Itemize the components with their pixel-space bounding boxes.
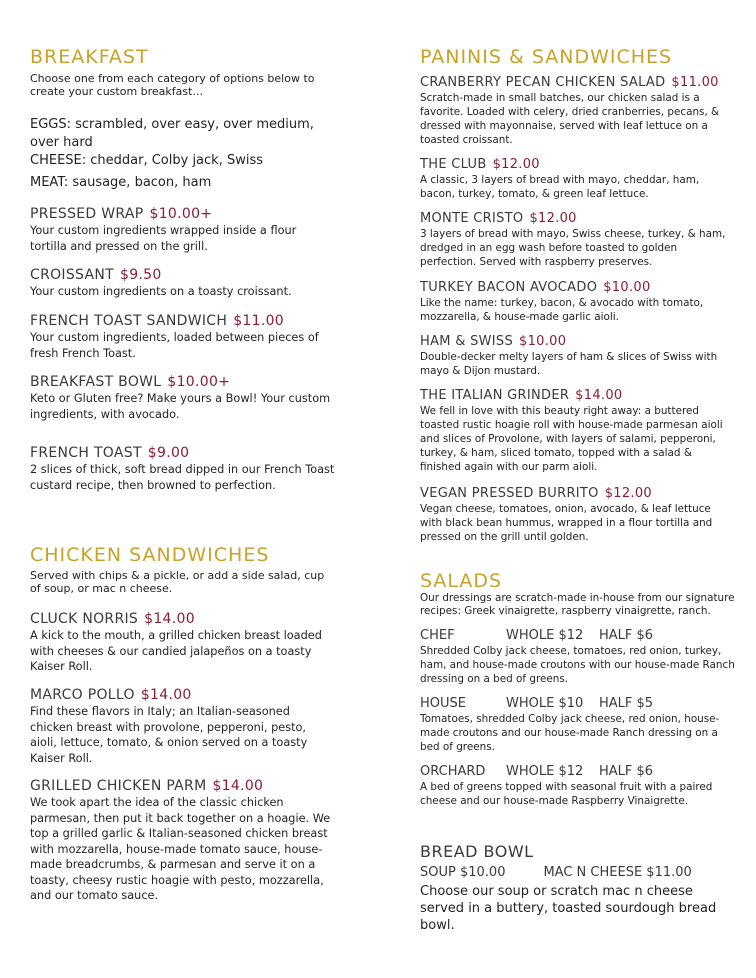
item-name: BREAKFAST BOWL: [30, 374, 162, 390]
item-description: Your custom ingredients wrapped inside a flour tortilla and pressed on the grill.: [30, 224, 297, 253]
item-price: $11.00: [671, 75, 719, 90]
item-name: PRESSED WRAP: [30, 206, 144, 222]
salad-chef: [420, 628, 735, 686]
item-description: We fell in love with this beauty right away: a buttered toasted rustic hoagie roll with house-made parmesan aioli and slices of Provolone, with layers of salami, pepperoni, turkey, & ham, sliced tomato, topped with a salad & finished again with our parm aioli.: [420, 405, 723, 473]
item-name: MONTE CRISTO: [420, 211, 524, 226]
salad-description: Tomatoes, shredded Colby jack cheese, red onion, house-made croutons and our house-made Ranch dressing on a bed of greens.: [420, 713, 720, 753]
item-price: $11.00: [233, 313, 284, 329]
salad-whole-price: WHOLE $12: [506, 628, 584, 643]
bread-bowl-heading: BREAD BOWL: [420, 842, 534, 861]
item-description: A classic, 3 layers of bread with mayo, cheddar, ham, bacon, turkey, tomato, & green leaf lettuce.: [420, 174, 700, 200]
menu-item-breakfast-bowl: [30, 374, 335, 422]
salad-half-price: HALF $5: [599, 696, 654, 711]
item-price: $12.00: [529, 211, 577, 226]
menu-item-monte-cristo: [420, 211, 735, 269]
salad-half-price: HALF $6: [599, 628, 654, 643]
item-price: $14.00: [140, 687, 192, 703]
item-price: $10.00: [603, 280, 651, 295]
item-name: TURKEY BACON AVOCADO: [420, 280, 598, 295]
item-description: Like the name: turkey, bacon, & avocado with tomato, mozzarella, & house-made garlic aioli.: [420, 297, 704, 323]
salads-intro: Our dressings are scratch-made in-house from our signature recipes: Greek vinaigrette, raspberry vinaigrette, ranch.: [420, 592, 735, 617]
item-name: FRENCH TOAST: [30, 445, 142, 461]
menu-item-cranberry-pecan-chicken-salad: [420, 75, 735, 147]
item-price: $10.00+: [149, 206, 213, 222]
item-description: Vegan cheese, tomatoes, onion, avocado, & leaf lettuce with black bean hummus, wrapped in a flour tortilla and pressed on the grill until golden.: [420, 503, 713, 543]
item-price: $14.00: [212, 778, 264, 794]
breakfast-intro: Choose one from each category of options below to create your custom breakfast...: [30, 72, 315, 98]
option-meat: MEAT: sausage, bacon, ham: [30, 175, 212, 190]
chicken-heading: CHICKEN SANDWICHES: [30, 544, 270, 566]
item-description: We took apart the idea of the classic chicken parmesan, then put it back together on a hoagie. We top a grilled garlic & Italian-seasoned chicken breast with mozzarella, house-made tomato sauce, house-made breadcrumbs, & parmesan and serve it on a toasty, cheesy rustic hoagie with pesto, mozzarella, and our tomato sauce.: [30, 796, 331, 902]
item-name: GRILLED CHICKEN PARM: [30, 778, 207, 794]
menu-item-croissant: [30, 267, 335, 300]
item-name: CROISSANT: [30, 267, 114, 283]
item-description: Your custom ingredients, loaded between pieces of fresh French Toast.: [30, 331, 319, 360]
item-name: MARCO POLLO: [30, 687, 135, 703]
salad-description: Shredded Colby jack cheese, tomatoes, red onion, turkey, ham, and house-made croutons with our house-made Ranch dressing on a bed of greens.: [420, 645, 735, 685]
option-cheese: CHEESE: cheddar, Colby jack, Swiss: [30, 153, 264, 168]
menu-item-the-club: [420, 157, 735, 201]
bread-bowl-prices: [420, 865, 692, 880]
item-name: THE CLUB: [420, 157, 487, 172]
menu-item-french-toast-sandwich: [30, 313, 335, 361]
item-name: CLUCK NORRIS: [30, 611, 139, 627]
item-description: Keto or Gluten free? Make yours a Bowl! Your custom ingredients, with avocado.: [30, 392, 331, 421]
salad-whole-price: WHOLE $12: [506, 764, 584, 779]
menu-item-cluck-norris: [30, 611, 335, 675]
item-name: HAM & SWISS: [420, 334, 514, 349]
item-price: $14.00: [575, 388, 623, 403]
item-name: FRENCH TOAST SANDWICH: [30, 313, 228, 329]
menu-item-turkey-bacon-avocado: [420, 280, 735, 324]
item-name: CRANBERRY PECAN CHICKEN SALAD: [420, 75, 666, 90]
salad-description: A bed of greens topped with seasonal fruit with a paired cheese and our house-made Raspberry Vinaigrette.: [420, 781, 713, 807]
breakfast-heading: BREAKFAST: [30, 46, 149, 68]
item-description: Find these flavors in Italy; an Italian-seasoned chicken breast with provolone, pepperoni, pesto, aioli, lettuce, tomato, & onion served on a toasty Kaiser Roll.: [30, 705, 308, 765]
menu-item-the-italian-grinder: [420, 388, 735, 474]
item-description: 2 slices of thick, soft bread dipped in our French Toast custard recipe, then browned to perfection.: [30, 463, 335, 492]
bread-bowl-description: Choose our soup or scratch mac n cheese served in a buttery, toasted sourdough bread bowl.: [420, 884, 717, 933]
item-name: THE ITALIAN GRINDER: [420, 388, 570, 403]
item-name: VEGAN PRESSED BURRITO: [420, 486, 599, 501]
item-price: $14.00: [144, 611, 195, 627]
menu-item-grilled-chicken-parm: [30, 778, 335, 904]
item-price: $12.00: [492, 157, 540, 172]
item-description: A kick to the mouth, a grilled chicken breast loaded with cheeses & our candied jalapeños on a toasty Kaiser Roll.: [30, 629, 322, 673]
salad-name: HOUSE: [420, 696, 466, 711]
item-price: $9.50: [120, 267, 162, 283]
salad-house: [420, 696, 735, 754]
item-description: Your custom ingredients on a toasty croissant.: [30, 285, 292, 298]
bread-bowl-mac-price: MAC N CHEESE $11.00: [543, 865, 692, 880]
item-description: 3 layers of bread with mayo, Swiss cheese, turkey, & ham, dredged in an egg wash before toasted to golden perfection. Served with raspberry preserves.: [420, 228, 726, 268]
item-price: $9.00: [147, 445, 190, 461]
salad-name: ORCHARD: [420, 764, 486, 779]
salad-half-price: HALF $6: [599, 764, 654, 779]
menu-item-marco-pollo: [30, 687, 335, 766]
salad-name: CHEF: [420, 628, 455, 643]
option-eggs: EGGS: scrambled, over easy, over medium, over hard: [30, 117, 314, 150]
menu-item-french-toast: [30, 445, 335, 493]
menu-item-ham-swiss: [420, 334, 735, 378]
item-price: $10.00: [519, 334, 567, 349]
salads-heading: SALADS: [420, 570, 503, 592]
item-price: $12.00: [604, 486, 652, 501]
paninis-heading: PANINIS & SANDWICHES: [420, 46, 673, 68]
menu-item-pressed-wrap: [30, 206, 335, 254]
salad-orchard: [420, 764, 735, 808]
item-description: Scratch-made in small batches, our chicken salad is a favorite. Loaded with celery, dried cranberries, pecans, & dressed with mayonnaise, served with leaf lettuce on a toasted croissant.: [420, 92, 720, 146]
item-price: $10.00+: [167, 374, 231, 390]
menu-item-vegan-pressed-burrito: [420, 486, 735, 544]
bread-bowl-soup-price: SOUP $10.00: [420, 865, 506, 880]
item-description: Double-decker melty layers of ham & slices of Swiss with mayo & Dijon mustard.: [420, 351, 718, 377]
salad-whole-price: WHOLE $10: [506, 696, 584, 711]
chicken-intro: Served with chips & a pickle, or add a side salad, cup of soup, or mac n cheese.: [30, 569, 325, 595]
